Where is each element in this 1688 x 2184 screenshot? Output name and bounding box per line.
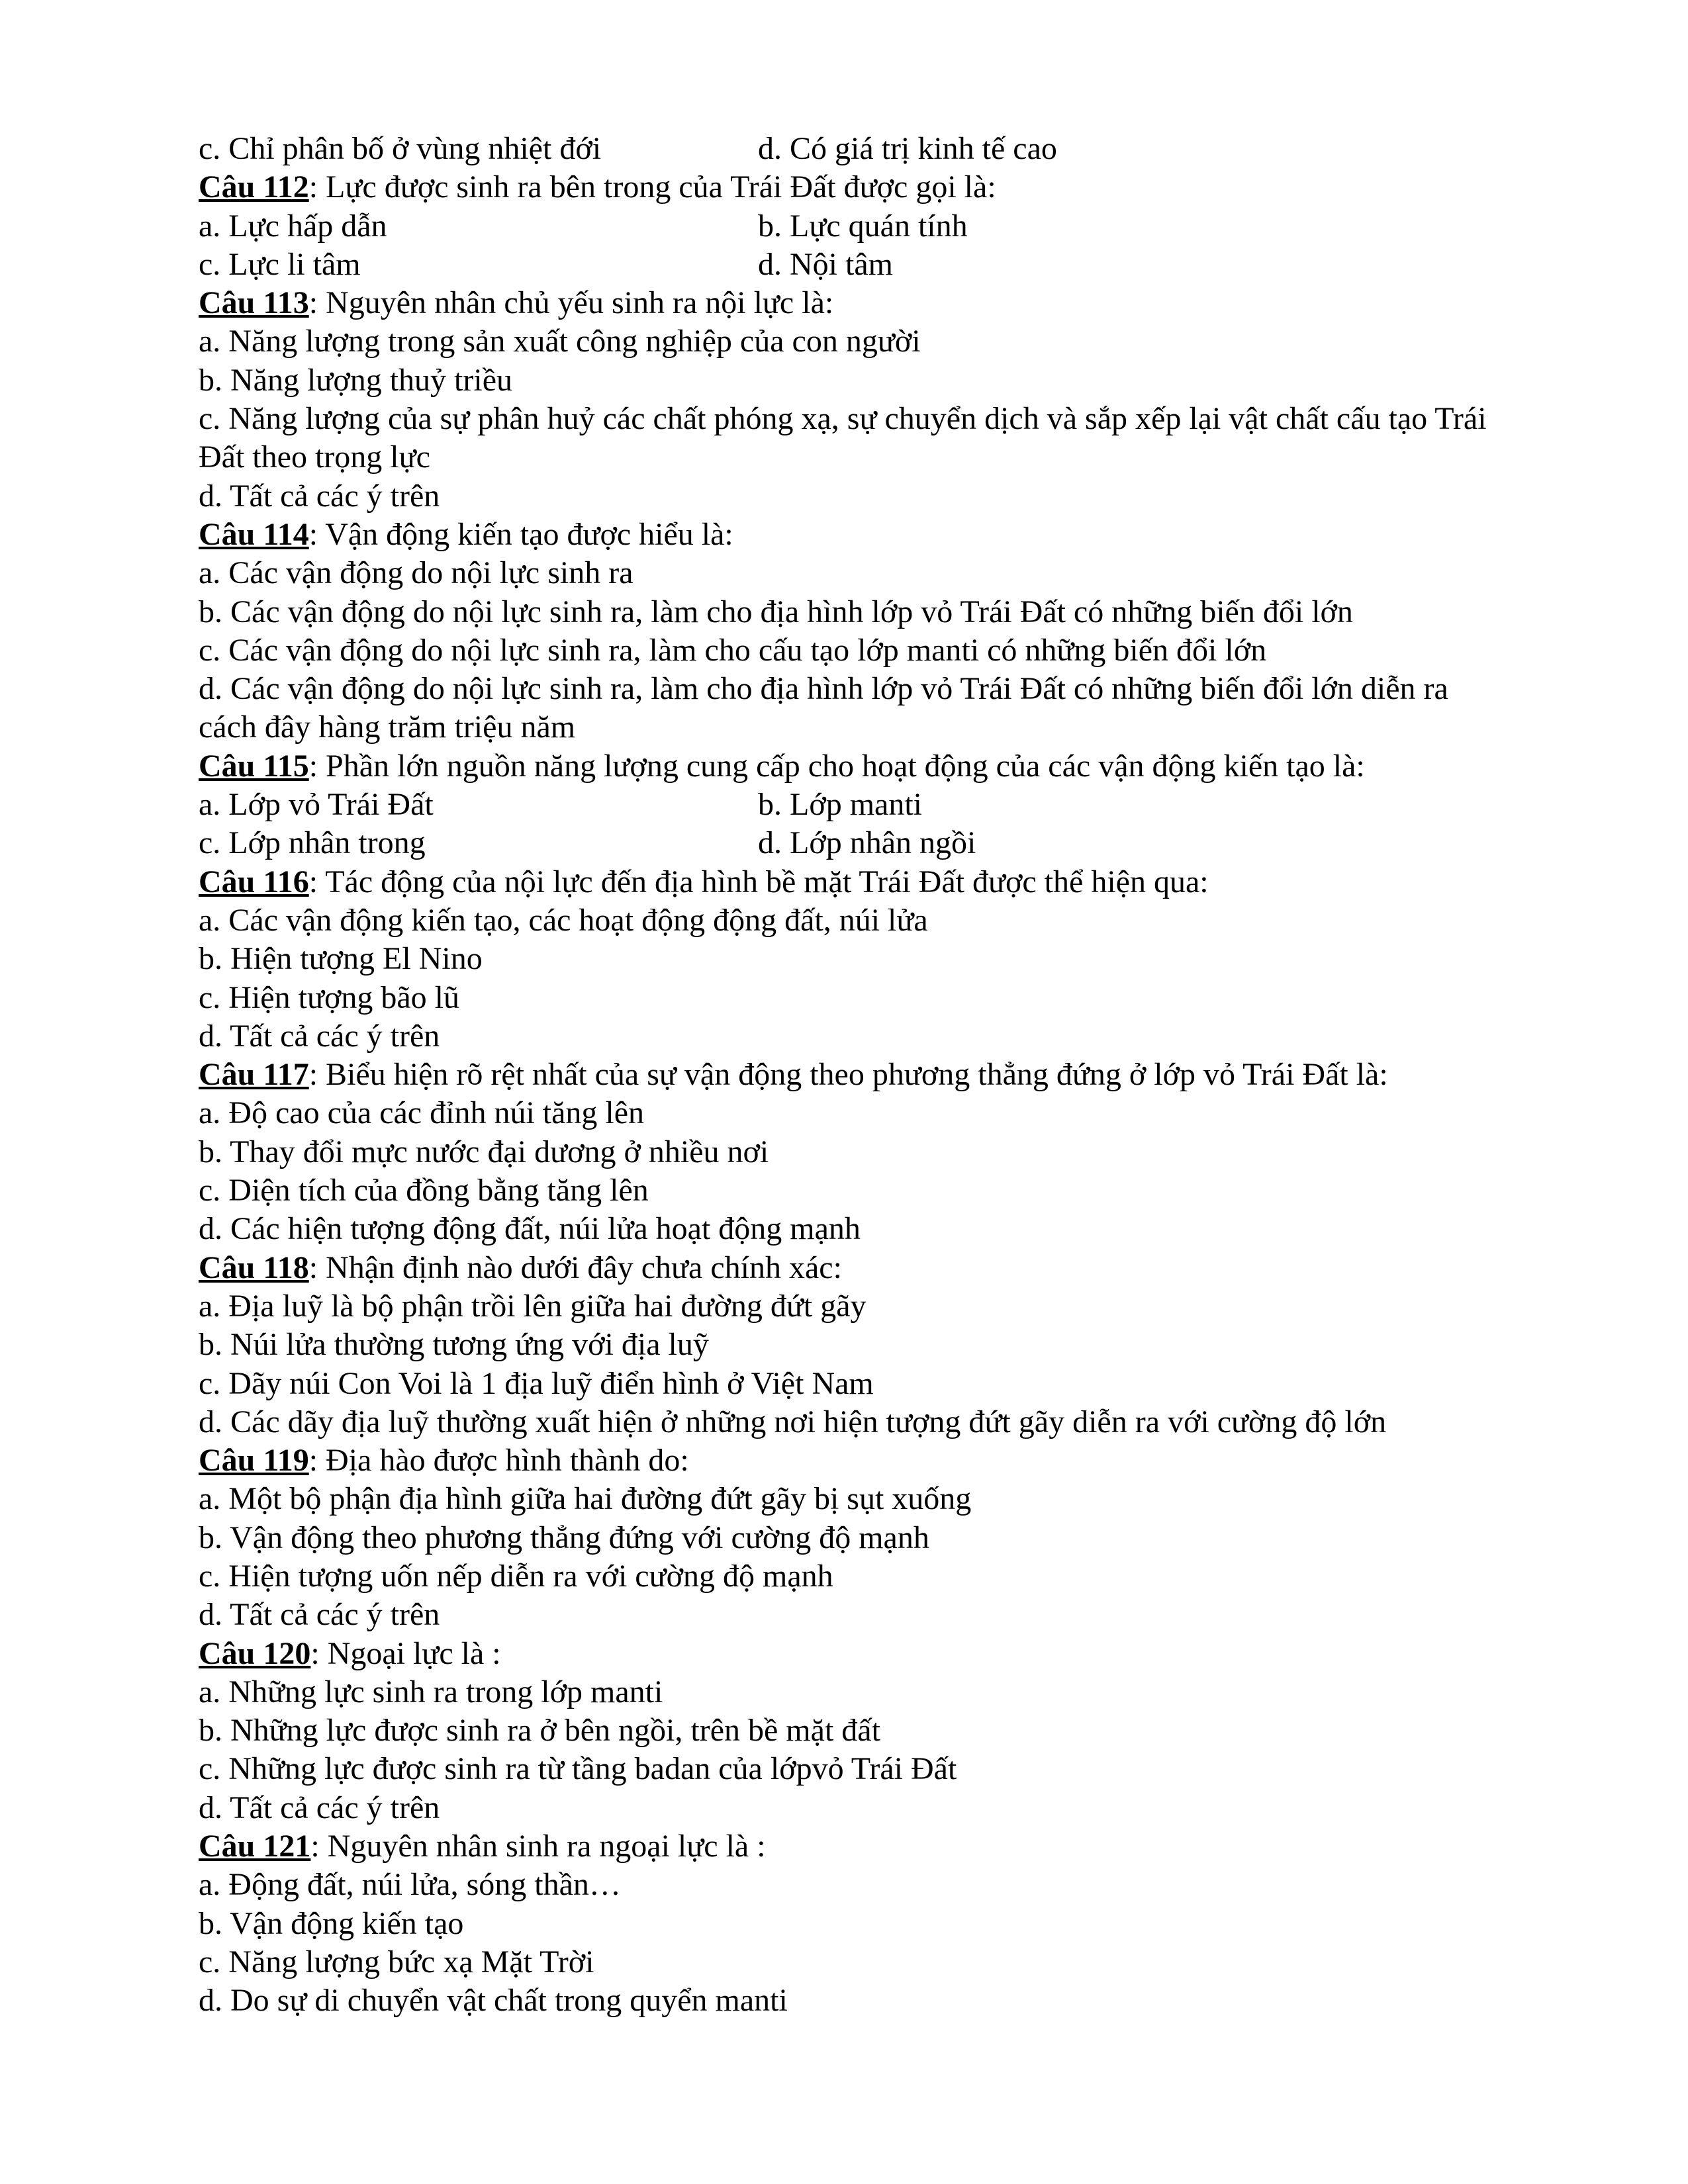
answer-option: a. Các vận động kiến tạo, các hoạt động động đất, núi lửa (199, 902, 928, 938)
answer-option: c. Lớp nhân trong (199, 825, 426, 861)
answer-option: b. Lực quán tính (758, 208, 968, 244)
question-number: Câu 121 (199, 1829, 311, 1864)
question-title (199, 284, 1496, 322)
question-number: Câu 117 (199, 1057, 309, 1093)
option-pair (199, 130, 1496, 168)
question-text: : Phần lớn nguồn năng lượng cung cấp cho hoạt động của các vận động kiến tạo là: (308, 748, 1365, 784)
answer-option: c. Các vận động do nội lực sinh ra, làm cho cấu tạo lớp manti có những biến đổi lớn (199, 632, 1267, 668)
question-block (199, 1056, 1496, 1248)
answer-option: b. Thay đổi mực nước đại dương ở nhiều nơi (199, 1134, 769, 1169)
answer-option: a. Lớp vỏ Trái Đất (199, 787, 434, 823)
option-pair (199, 246, 1496, 284)
answer-option: a. Độ cao của các đỉnh núi tăng lên (199, 1095, 645, 1131)
question-block (199, 168, 1496, 284)
answer-option: a. Những lực sinh ra trong lớp manti (199, 1674, 663, 1709)
option-pair (199, 824, 1496, 862)
question-number: Câu 116 (199, 864, 309, 899)
answer-option: b. Các vận động do nội lực sinh ra, làm cho địa hình lớp vỏ Trái Đất có những biến đổi lớn (199, 594, 1353, 629)
question-block (199, 284, 1496, 516)
answer-option: c. Hiện tượng uốn nếp diễn ra với cường độ mạnh (199, 1558, 833, 1594)
answer-option: d. Nội tâm (758, 246, 893, 282)
question-block (199, 1635, 1496, 1827)
answer-option: b. Vận động theo phương thẳng đứng với cường độ mạnh (199, 1520, 929, 1555)
answer-option: a. Các vận động do nội lực sinh ra (199, 555, 633, 591)
question-block (199, 863, 1496, 1056)
answer-option: c. Dãy núi Con Voi là 1 địa luỹ điển hình ở Việt Nam (199, 1365, 874, 1401)
question-text: : Nguyên nhân sinh ra ngoại lực là : (310, 1829, 766, 1864)
answer-option: b. Những lực được sinh ra ở bên ngồi, trên bề mặt đất (199, 1713, 880, 1749)
option-pair (199, 786, 1496, 824)
answer-option: c. Năng lượng của sự phân huỷ các chất phóng xạ, sự chuyển dịch và sắp xếp lại vật chất cấu tạo Trái Đất theo trọng lực (199, 401, 1487, 475)
question-text: : Tác động của nội lực đến địa hình bề mặt Trái Đất được thể hiện qua: (308, 864, 1209, 899)
question-title (199, 1441, 1496, 1480)
question-text: : Lực được sinh ra bên trong của Trái Đất được gọi là: (308, 169, 996, 205)
question-title (199, 1827, 1496, 1866)
answer-option: d. Tất cả các ý trên (199, 1018, 440, 1054)
answer-option: b. Hiện tượng El Nino (199, 941, 483, 977)
question-text: : Vận động kiến tạo được hiểu là: (308, 516, 733, 552)
answer-option: d. Do sự di chuyển vật chất trong quyển manti (199, 1983, 788, 2019)
question-number: Câu 112 (199, 169, 309, 205)
answer-option: b. Vận động kiến tạo (199, 1905, 464, 1941)
answer-option: d. Lớp nhân ngồi (758, 825, 976, 861)
question-title (199, 516, 1496, 554)
answer-option: d. Các hiện tượng động đất, núi lửa hoạt động mạnh (199, 1211, 861, 1247)
answer-option: d. Tất cả các ý trên (199, 1597, 440, 1633)
question-text: : Địa hào được hình thành do: (308, 1443, 689, 1479)
question-list (199, 168, 1496, 2020)
question-title (199, 1635, 1496, 1673)
option-c: c. Chỉ phân bố ở vùng nhiệt đới (199, 131, 602, 166)
answer-option: c. Những lực được sinh ra từ tầng badan của lớpvỏ Trái Đất (199, 1751, 957, 1787)
answer-option: d. Các vận động do nội lực sinh ra, làm cho địa hình lớp vỏ Trái Đất có những biến đổi lớn diễn ra cách đây hàng trăm triệu năm (199, 671, 1448, 745)
question-number: Câu 114 (199, 516, 309, 552)
question-title (199, 168, 1496, 206)
answer-option: c. Năng lượng bức xạ Mặt Trời (199, 1944, 594, 1979)
question-title (199, 1056, 1496, 1094)
question-block (199, 1441, 1496, 1634)
question-block (199, 516, 1496, 747)
question-number: Câu 113 (199, 285, 309, 321)
answer-option: c. Diện tích của đồng bằng tăng lên (199, 1173, 649, 1208)
question-block (199, 1249, 1496, 1441)
answer-option: c. Hiện tượng bão lũ (199, 979, 459, 1015)
question-text: : Nhận định nào dưới đây chưa chính xác: (308, 1250, 842, 1285)
question-number: Câu 115 (199, 748, 309, 784)
question-text: : Biểu hiện rõ rệt nhất của sự vận động theo phương thẳng đứng ở lớp vỏ Trái Đất là: (308, 1057, 1388, 1093)
answer-option: b. Lớp manti (758, 787, 923, 823)
answer-option: d. Tất cả các ý trên (199, 478, 440, 514)
question-number: Câu 120 (199, 1635, 311, 1671)
document-body (199, 130, 1496, 2021)
question-title (199, 747, 1496, 786)
answer-option: a. Động đất, núi lửa, sóng thần… (199, 1867, 621, 1903)
question-number: Câu 118 (199, 1250, 309, 1285)
answer-option: d. Tất cả các ý trên (199, 1790, 440, 1825)
question-block (199, 747, 1496, 863)
answer-option: d. Các dãy địa luỹ thường xuất hiện ở những nơi hiện tượng đứt gãy diễn ra với cường độ lớn (199, 1404, 1387, 1439)
answer-option: b. Năng lượng thuỷ triều (199, 362, 512, 398)
answer-option: c. Lực li tâm (199, 246, 361, 282)
question-title (199, 1249, 1496, 1287)
answer-option: a. Lực hấp dẫn (199, 208, 387, 244)
answer-option: a. Địa luỹ là bộ phận trồi lên giữa hai đường đứt gãy (199, 1288, 867, 1324)
option-pair (199, 207, 1496, 246)
answer-option: a. Năng lượng trong sản xuất công nghiệp của con người (199, 324, 921, 359)
answer-option: b. Núi lửa thường tương ứng với địa luỹ (199, 1327, 709, 1363)
question-block (199, 1827, 1496, 2020)
option-d: d. Có giá trị kinh tế cao (758, 131, 1057, 166)
question-text: : Nguyên nhân chủ yếu sinh ra nội lực là: (308, 285, 834, 321)
answer-option: a. Một bộ phận địa hình giữa hai đường đứt gãy bị sụt xuống (199, 1481, 972, 1517)
question-text: : Ngoại lực là : (310, 1635, 501, 1671)
question-number: Câu 119 (199, 1443, 309, 1479)
question-title (199, 863, 1496, 901)
